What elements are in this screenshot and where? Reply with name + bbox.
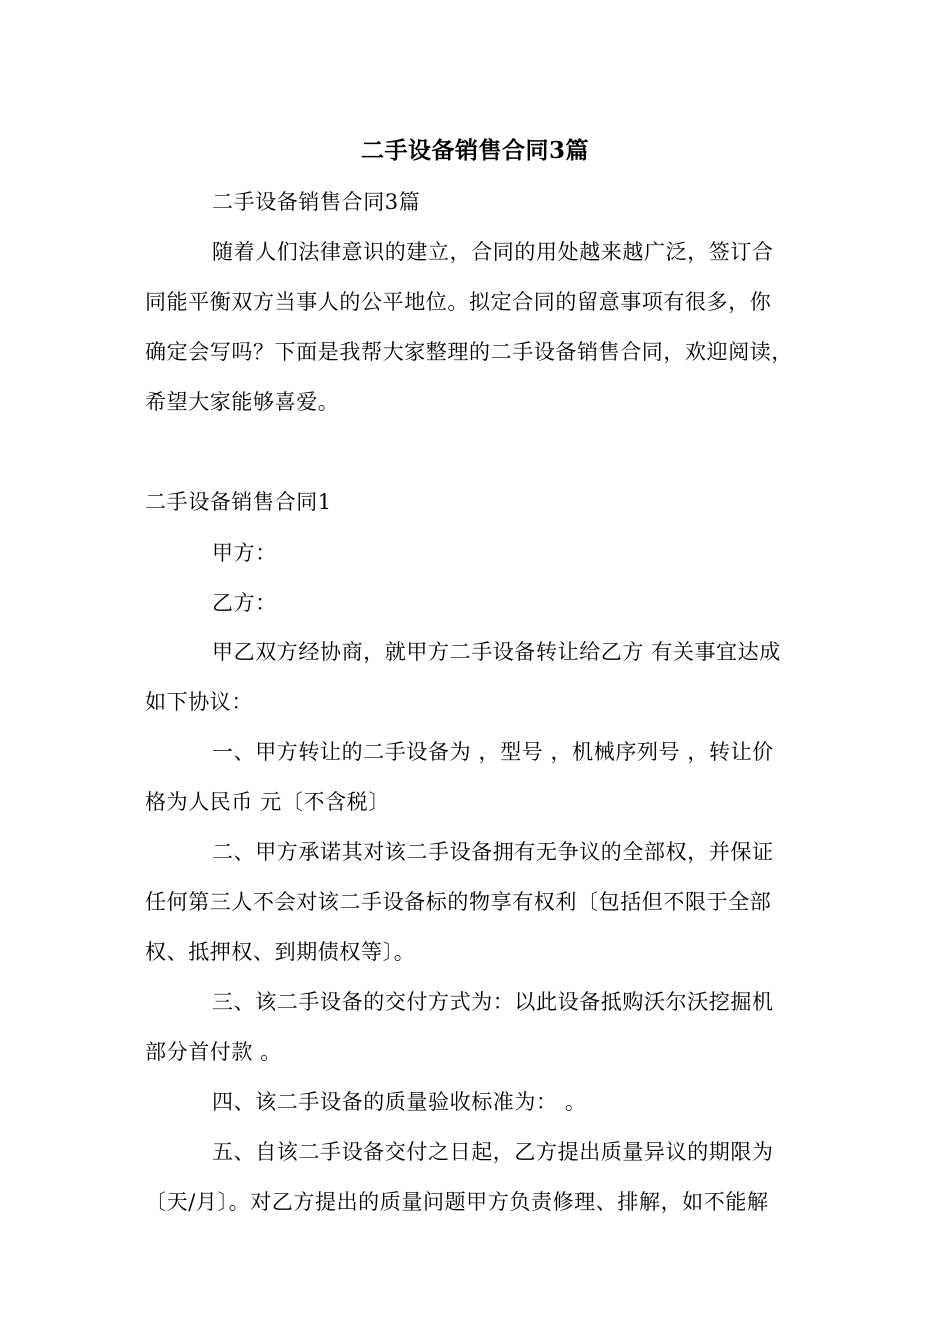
clause-2-line: 权、抵押权、到期债权等〕。 <box>145 940 416 964</box>
preamble-line: 如下协议： <box>145 690 253 714</box>
document-subtitle: 二手设备销售合同3篇 <box>212 190 421 214</box>
clause-4-line: 四、该二手设备的质量验收标准为： 。 <box>212 1090 587 1114</box>
document-title: 二手设备销售合同3篇 <box>360 137 589 164</box>
clause-5-line: 五、自该二手设备交付之日起，乙方提出质量异议的期限为 <box>212 1140 774 1164</box>
clause-2-line: 二、甲方承诺其对该二手设备拥有无争议的全部权，并保证 <box>212 840 774 864</box>
intro-line: 同能平衡双方当事人的公平地位。拟定合同的留意事项有很多，你 <box>145 290 772 314</box>
preamble-line: 甲乙双方经协商，就甲方二手设备转让给乙方 有关事宜达成 <box>212 640 781 664</box>
clause-2-line: 任何第三人不会对该二手设备标的物享有权利〔包括但不限于全部 <box>145 890 772 914</box>
party-a-label: 甲方： <box>212 541 277 565</box>
party-b-label: 乙方： <box>212 591 277 615</box>
intro-line: 希望大家能够喜爱。 <box>145 390 340 414</box>
clause-5-line: 〔天/月〕。对乙方提出的质量问题甲方负责修理、排解，如不能解 <box>145 1190 769 1214</box>
clause-3-line: 三、该二手设备的交付方式为：以此设备抵购沃尔沃挖掘机 <box>212 990 774 1014</box>
clause-1-line: 一、甲方转让的二手设备为 ，型号 ，机械序列号 ，转让价 <box>212 740 774 764</box>
intro-line: 随着人们法律意识的建立，合同的用处越来越广泛，签订合 <box>212 240 774 264</box>
intro-line: 确定会写吗？下面是我帮大家整理的二手设备销售合同，欢迎阅读， <box>145 340 793 364</box>
clause-1-line: 格为人民币 元〔不含税〕 <box>145 790 390 814</box>
section-heading: 二手设备销售合同1 <box>145 490 332 514</box>
clause-3-line: 部分首付款 。 <box>145 1040 282 1064</box>
